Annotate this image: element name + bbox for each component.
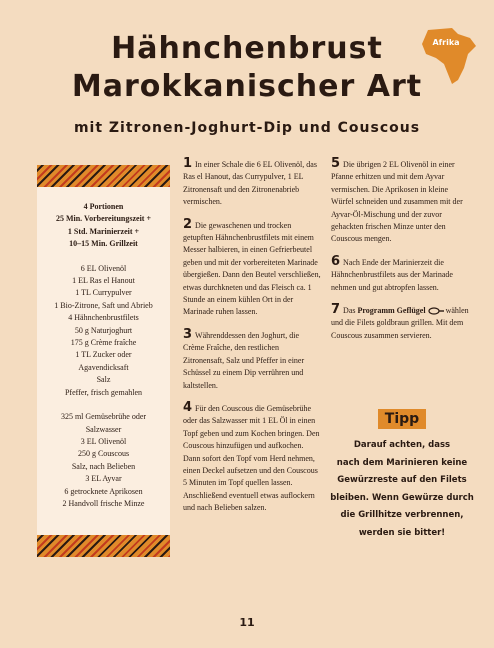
tip-line: die Grillhitze verbrennen,: [340, 510, 464, 520]
ingredient-item: Agavendicksaft: [78, 362, 129, 372]
pattern-stripe-top: [37, 165, 170, 187]
steps-column-1: [183, 158, 321, 525]
meta-portions: 4 Portionen: [83, 202, 124, 211]
meta-marinate-time: 1 Std. Marinierzeit +: [67, 226, 140, 236]
meta-prep-time: 25 Min. Vorbereitungszeit +: [55, 214, 152, 224]
ingredient-item: 1 Bio-Zitrone, Saft und Abrieb: [54, 300, 153, 310]
tip-text: [326, 437, 478, 542]
step-number: 5: [331, 156, 341, 171]
ingredient-item: Pfeffer, frisch gemahlen: [64, 387, 143, 397]
ingredients-list: [37, 201, 170, 510]
tip-line: Gewürzreste auf den Filets: [337, 475, 467, 485]
step-number: 1: [183, 156, 193, 171]
ingredient-item: 1 EL Ras el Hanout: [72, 276, 135, 286]
ingredient-item: 6 getrocknete Aprikosen: [64, 486, 143, 496]
africa-map-icon: [418, 24, 480, 88]
ingredient-item: 6 EL Olivenöl: [80, 263, 127, 273]
ingredient-item: 1 TL Zucker oder: [75, 350, 132, 360]
recipe-subtitle: mit Zitronen-Joghurt-Dip und Couscous: [73, 120, 421, 136]
tip-line: nach dem Marinieren keine: [336, 457, 468, 468]
ingredient-item: 50 g Naturjoghurt: [74, 325, 133, 335]
meta-grill-time: 10–15 Min. Grillzeit: [69, 239, 138, 249]
badge-label: Afrika: [432, 38, 460, 47]
ingredient-item: 3 EL Ayvar: [85, 474, 122, 484]
program-highlight: Programm Geflügel: [357, 306, 426, 316]
ingredient-item: 325 ml Gemüsebrühe oder: [60, 412, 147, 422]
step-5: [331, 158, 469, 246]
ingredient-item: 250 g Couscous: [77, 449, 130, 459]
tip-line: werden sie bitter!: [358, 527, 446, 538]
title-line-2: Marokkanischer Art: [71, 69, 423, 104]
ingredient-item: 3 EL Olivenöl: [80, 436, 127, 446]
ingredient-item: Salzwasser: [85, 424, 122, 434]
step-text: In einer Schale die 6 EL Olivenöl, das Ras el Hanout, das Currypulver, 1 EL Zitronensaft und den Zitronenabrieb vermischen.: [183, 160, 317, 207]
step-number: 7: [331, 302, 341, 318]
step-text: Nach Ende der Marinierzeit die Hähnchenbrustfilets aus der Marinade nehmen und gut abtropfen lassen.: [331, 257, 453, 292]
step-text: Die gewaschenen und trocken getupften Hähnchenbrustfilets mit einem Messer halbieren, in einen Gefrierbeutel geben und mit der vorbereiteten Marinade übergießen. Dann den Beutel verschließen, etwas durchkneten und das Fleisch ca. 1 Stunde an einem kühlen Ort in der Marinade ruhen lassen.: [183, 220, 321, 317]
step-text-pre: Das: [343, 306, 356, 316]
steps-column-2: [331, 158, 469, 352]
africa-badge: [418, 24, 480, 88]
step-number: 4: [183, 399, 193, 415]
step-number: 3: [183, 326, 193, 342]
title-line-1: Hähnchenbrust: [111, 31, 383, 66]
ingredient-item: Salz: [96, 375, 111, 385]
ingredient-item: 1 TL Currypulver: [75, 288, 132, 298]
step-text: Für den Couscous die Gemüsebrühe oder das Salzwasser mit 1 EL Öl in einen Topf geben und zum Kochen bringen. Den Couscous hinzufügen und aufkochen. Dann sofort den Topf vom Herd nehmen, einen Deckel aufsetzen und den Couscous 5 Minuten im Topf quellen lassen. Anschließend eventuell etwas auflockern und nach Belieben salzen.: [183, 403, 320, 513]
step-4: [183, 399, 321, 515]
ingredient-item: Salz, nach Belieben: [71, 461, 136, 471]
step-3: [183, 326, 321, 392]
grill-pan-icon: [428, 307, 444, 315]
step-text: Währenddessen den Joghurt, die Crème Fraîche, den restlichen Zitronensaft, Salz und Pfeffer in einer Schüssel zu einem Dip verrühren und kaltstellen.: [183, 330, 305, 390]
step-text: Die übrigen 2 EL Olivenöl in einer Pfanne erhitzen und mit dem Ayvar vermischen. Die Aprikosen in kleine Würfel schneiden und zusammen mit der Ayvar-Öl-Mischung und der zuvor gehackten frischen Minze unter den Couscous mengen.: [331, 160, 463, 244]
pattern-stripe-bottom: [37, 535, 170, 557]
ingredient-item: 4 Hähnchenbrustfilets: [68, 313, 139, 323]
step-number: 2: [183, 216, 193, 232]
tip-line: bleiben. Wenn Gewürze durch: [330, 492, 474, 503]
ingredient-item: 175 g Crème fraîche: [70, 338, 137, 348]
step-text-post: wählen und die Filets goldbraun grillen. Mit dem Couscous zusammen servieren.: [331, 306, 469, 340]
ingredients-panel: [37, 165, 170, 557]
page-number: 11: [239, 616, 255, 629]
step-7: [331, 304, 469, 342]
step-2: [183, 216, 321, 319]
step-6: [331, 253, 469, 294]
tip-heading: Tipp: [378, 409, 426, 429]
step-number: 6: [331, 253, 341, 269]
tip-line: Darauf achten, dass: [353, 440, 451, 450]
ingredient-item: 2 Handvoll frische Minze: [62, 498, 145, 508]
step-1: [183, 158, 321, 209]
